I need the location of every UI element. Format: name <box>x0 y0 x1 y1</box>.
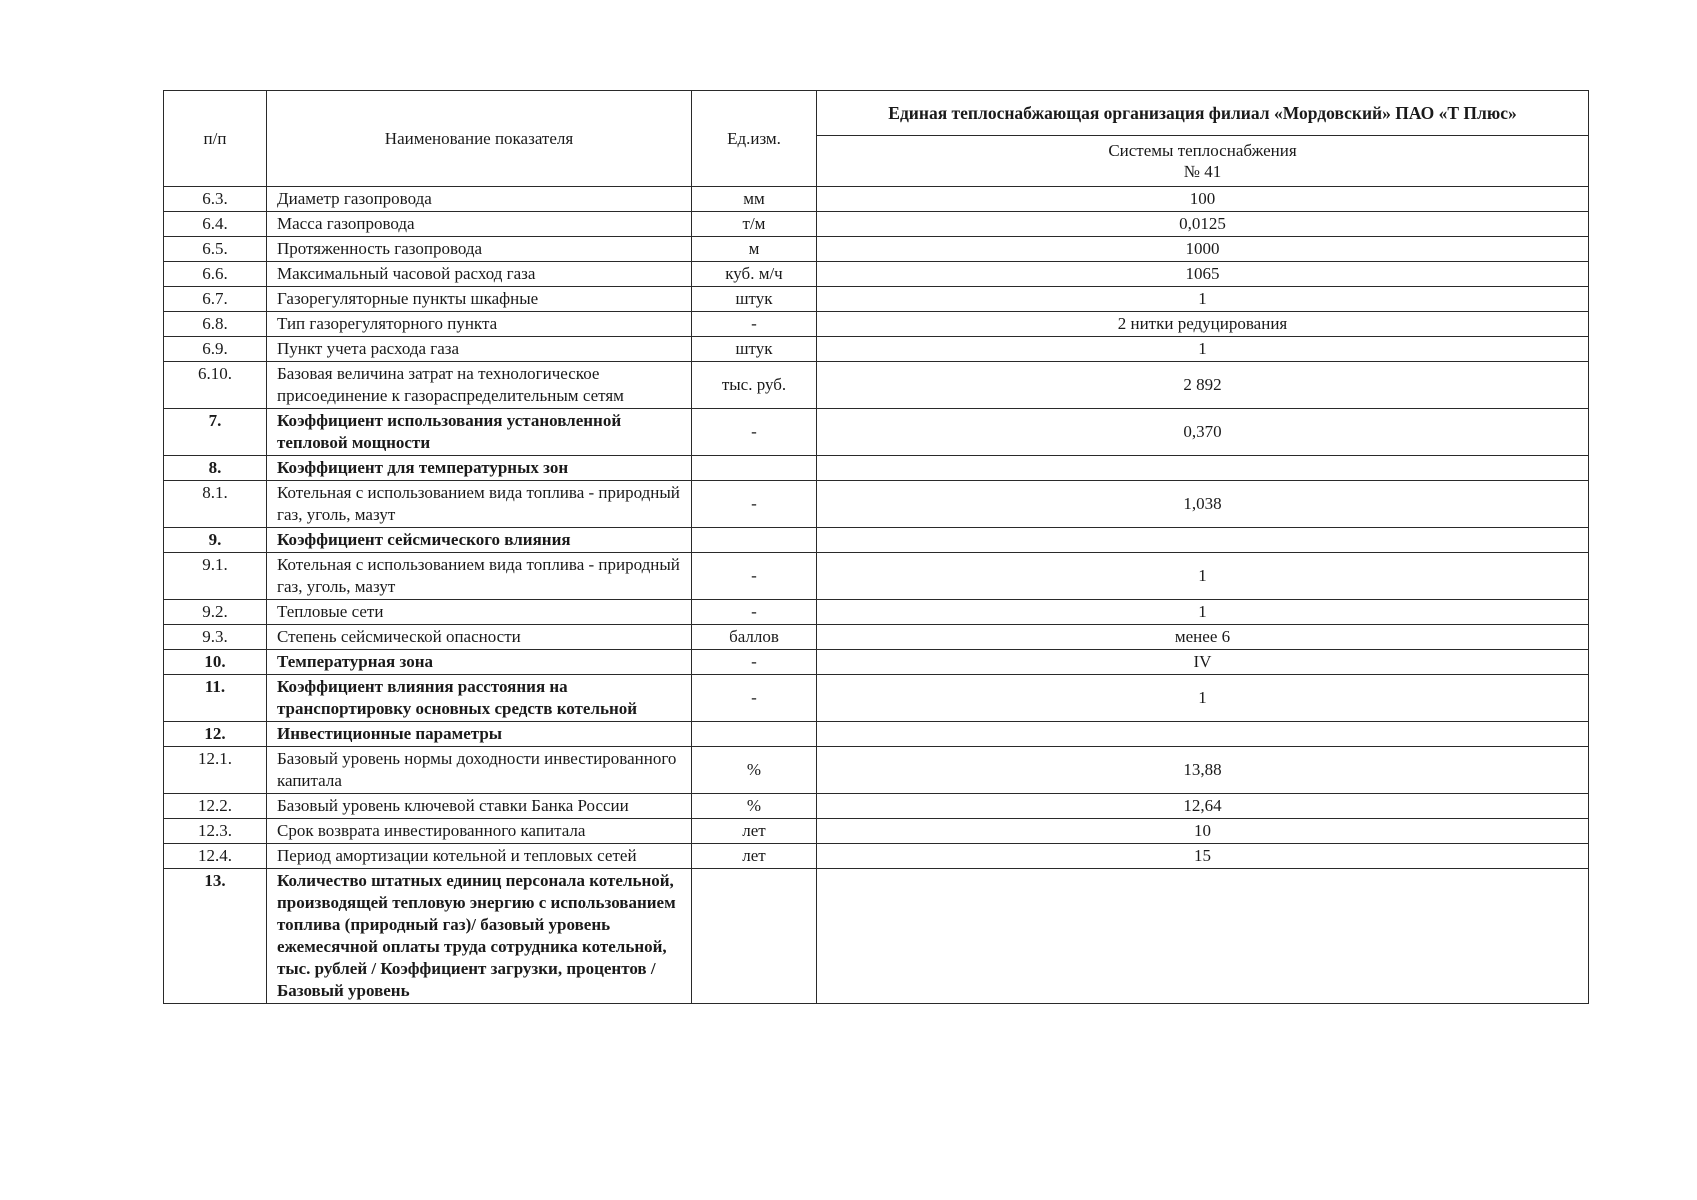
row-unit: мм <box>692 187 817 212</box>
table-body <box>164 187 1589 1004</box>
row-indicator-name: Базовый уровень ключевой ставки Банка России <box>267 794 692 819</box>
row-number: 12.4. <box>164 844 267 869</box>
table-row <box>164 600 1589 625</box>
row-indicator-name: Диаметр газопровода <box>267 187 692 212</box>
row-number: 6.9. <box>164 337 267 362</box>
row-value: 1 <box>817 337 1589 362</box>
row-indicator-name: Коэффициент сейсмического влияния <box>267 528 692 553</box>
table-row <box>164 337 1589 362</box>
row-number: 6.6. <box>164 262 267 287</box>
row-unit: - <box>692 650 817 675</box>
row-value <box>817 869 1589 1004</box>
row-indicator-name: Базовый уровень нормы доходности инвестированного капитала <box>267 747 692 794</box>
header-col-name: Наименование показателя <box>267 91 692 187</box>
row-unit <box>692 528 817 553</box>
table-row <box>164 212 1589 237</box>
row-unit: - <box>692 409 817 456</box>
row-value: IV <box>817 650 1589 675</box>
row-indicator-name: Срок возврата инвестированного капитала <box>267 819 692 844</box>
row-unit: м <box>692 237 817 262</box>
row-indicator-name: Коэффициент использования установленной тепловой мощности <box>267 409 692 456</box>
row-value: 100 <box>817 187 1589 212</box>
row-value: 10 <box>817 819 1589 844</box>
row-unit: - <box>692 600 817 625</box>
row-unit <box>692 456 817 481</box>
row-unit: лет <box>692 844 817 869</box>
header-org-title: Единая теплоснабжающая организация филиал «Мордовский» ПАО «Т Плюс» <box>817 91 1589 136</box>
row-number: 8. <box>164 456 267 481</box>
row-value: 15 <box>817 844 1589 869</box>
row-unit: баллов <box>692 625 817 650</box>
row-unit <box>692 722 817 747</box>
row-indicator-name: Инвестиционные параметры <box>267 722 692 747</box>
row-unit: % <box>692 794 817 819</box>
row-unit: - <box>692 553 817 600</box>
row-number: 9.3. <box>164 625 267 650</box>
table-row <box>164 287 1589 312</box>
row-unit: тыс. руб. <box>692 362 817 409</box>
document-sheet <box>163 90 1588 1004</box>
row-indicator-name: Котельная с использованием вида топлива - природный газ, уголь, мазут <box>267 553 692 600</box>
header-col-num: п/п <box>164 91 267 187</box>
table-row <box>164 362 1589 409</box>
table-row <box>164 650 1589 675</box>
row-unit: % <box>692 747 817 794</box>
table-row <box>164 237 1589 262</box>
table-row <box>164 187 1589 212</box>
table-row <box>164 819 1589 844</box>
row-value: 13,88 <box>817 747 1589 794</box>
table-row <box>164 844 1589 869</box>
row-indicator-name: Количество штатных единиц персонала котельной, производящей тепловую энергию с использованием топлива (природный газ)/ базовый уровень ежемесячной оплаты труда сотрудника котельной, тыс. рублей / Коэффициент загрузки, процентов / Базовый уровень <box>267 869 692 1004</box>
indicators-table <box>163 90 1589 1004</box>
row-value <box>817 528 1589 553</box>
row-unit: куб. м/ч <box>692 262 817 287</box>
row-value: 1,038 <box>817 481 1589 528</box>
row-number: 13. <box>164 869 267 1004</box>
table-row <box>164 456 1589 481</box>
table-row <box>164 747 1589 794</box>
row-indicator-name: Протяженность газопровода <box>267 237 692 262</box>
header-systems-label: Системы теплоснабжения <box>1108 141 1297 160</box>
row-value: 1 <box>817 600 1589 625</box>
table-row <box>164 553 1589 600</box>
table-row <box>164 409 1589 456</box>
header-row-top <box>164 91 1589 136</box>
row-unit <box>692 869 817 1004</box>
row-unit: лет <box>692 819 817 844</box>
header-col-unit: Ед.изм. <box>692 91 817 187</box>
row-number: 7. <box>164 409 267 456</box>
row-number: 12.3. <box>164 819 267 844</box>
row-number: 9.1. <box>164 553 267 600</box>
row-indicator-name: Базовая величина затрат на технологическое присоединение к газораспределительным сетям <box>267 362 692 409</box>
row-number: 6.7. <box>164 287 267 312</box>
table-row <box>164 481 1589 528</box>
row-number: 6.4. <box>164 212 267 237</box>
row-number: 12.2. <box>164 794 267 819</box>
row-indicator-name: Температурная зона <box>267 650 692 675</box>
row-indicator-name: Максимальный часовой расход газа <box>267 262 692 287</box>
row-number: 6.10. <box>164 362 267 409</box>
row-value: 0,0125 <box>817 212 1589 237</box>
row-number: 8.1. <box>164 481 267 528</box>
row-unit: штук <box>692 337 817 362</box>
row-indicator-name: Степень сейсмической опасности <box>267 625 692 650</box>
table-row <box>164 528 1589 553</box>
table-row <box>164 675 1589 722</box>
table-row <box>164 625 1589 650</box>
header-systems <box>817 136 1589 187</box>
row-value: 2 нитки редуцирования <box>817 312 1589 337</box>
row-indicator-name: Масса газопровода <box>267 212 692 237</box>
row-number: 6.8. <box>164 312 267 337</box>
row-number: 12.1. <box>164 747 267 794</box>
row-value: 1 <box>817 675 1589 722</box>
row-number: 6.5. <box>164 237 267 262</box>
row-number: 12. <box>164 722 267 747</box>
row-indicator-name: Тип газорегуляторного пункта <box>267 312 692 337</box>
row-indicator-name: Период амортизации котельной и тепловых сетей <box>267 844 692 869</box>
row-indicator-name: Котельная с использованием вида топлива - природный газ, уголь, мазут <box>267 481 692 528</box>
row-indicator-name: Тепловые сети <box>267 600 692 625</box>
row-value: 0,370 <box>817 409 1589 456</box>
row-indicator-name: Коэффициент влияния расстояния на транспортировку основных средств котельной <box>267 675 692 722</box>
row-unit: штук <box>692 287 817 312</box>
row-indicator-name: Коэффициент для температурных зон <box>267 456 692 481</box>
row-value: 1065 <box>817 262 1589 287</box>
row-unit: - <box>692 312 817 337</box>
row-unit: - <box>692 675 817 722</box>
table-row <box>164 869 1589 1004</box>
row-number: 6.3. <box>164 187 267 212</box>
row-value: менее 6 <box>817 625 1589 650</box>
row-indicator-name: Газорегуляторные пункты шкафные <box>267 287 692 312</box>
row-value <box>817 722 1589 747</box>
table-row <box>164 312 1589 337</box>
row-value <box>817 456 1589 481</box>
row-number: 9.2. <box>164 600 267 625</box>
row-unit: - <box>692 481 817 528</box>
row-number: 9. <box>164 528 267 553</box>
header-system-number: № 41 <box>1183 162 1222 181</box>
row-value: 2 892 <box>817 362 1589 409</box>
table-row <box>164 262 1589 287</box>
row-number: 10. <box>164 650 267 675</box>
row-indicator-name: Пункт учета расхода газа <box>267 337 692 362</box>
row-value: 1 <box>817 553 1589 600</box>
row-value: 1 <box>817 287 1589 312</box>
table-row <box>164 794 1589 819</box>
row-value: 1000 <box>817 237 1589 262</box>
row-number: 11. <box>164 675 267 722</box>
row-unit: т/м <box>692 212 817 237</box>
row-value: 12,64 <box>817 794 1589 819</box>
table-row <box>164 722 1589 747</box>
